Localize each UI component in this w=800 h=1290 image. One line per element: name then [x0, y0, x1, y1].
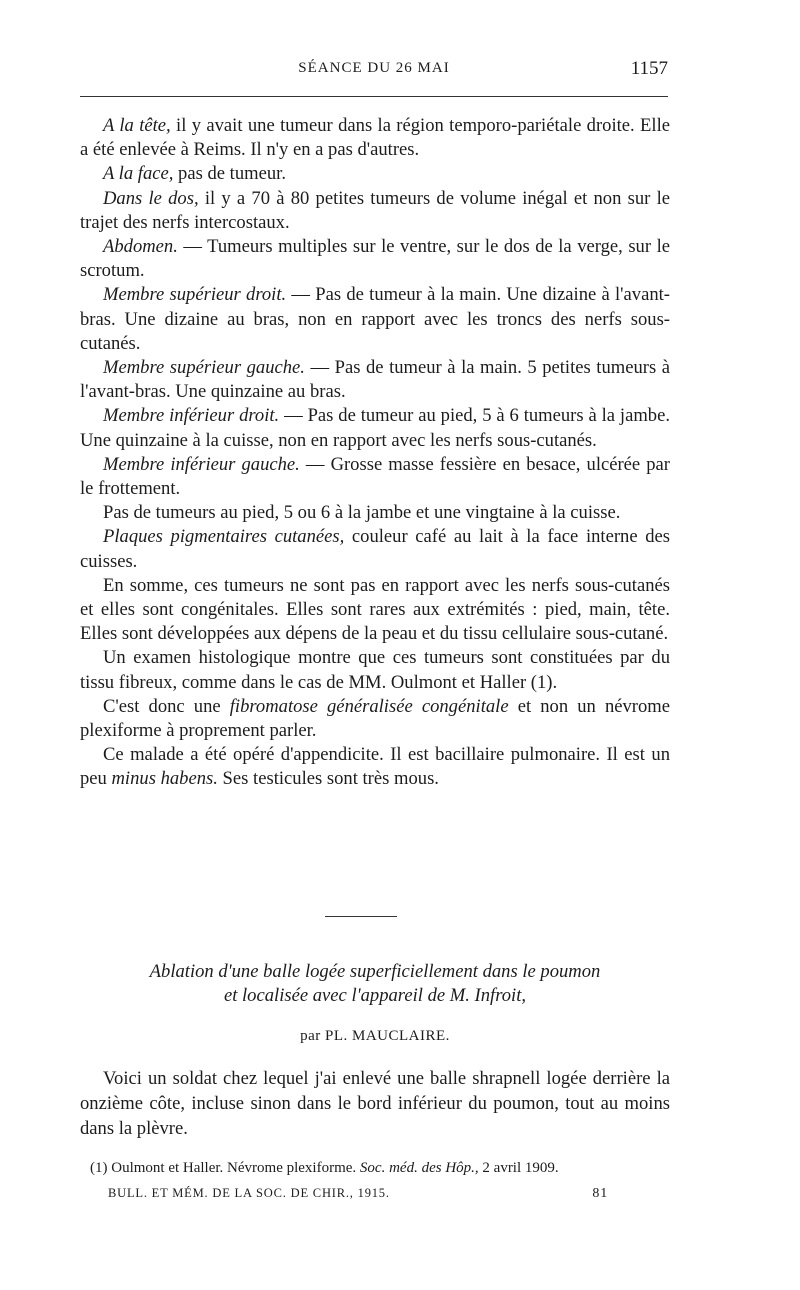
paragraph: A la face, pas de tumeur.: [103, 163, 286, 185]
journal-reference: BULL. ET MÉM. DE LA SOC. DE CHIR., 1915.: [108, 1186, 390, 1200]
paragraph: Membre supérieur droit. — Pas de tumeur à la main. Une dizaine à l'avant-bras. Une dizaine au bras, non en rapport avec les troncs des nerfs sous-cutanés.: [80, 284, 670, 354]
paragraph: Membre inférieur gauche. — Grosse masse fessière en besace, ulcérée par le frottement.: [80, 453, 670, 500]
paragraph: A la tête, il y avait une tumeur dans la région temporo-pariétale droite. Elle a été enlevée à Reims. Il n'y en a pas d'autres.: [80, 115, 670, 161]
paragraph: Dans le dos, il y a 70 à 80 petites tumeurs de volume inégal et non sur le trajet des nerfs intercostaux.: [80, 187, 670, 233]
paragraph: Membre supérieur gauche. — Pas de tumeur à la main. 5 petites tumeurs à l'avant-bras. Une quinzaine au bras.: [80, 357, 670, 403]
page-footer: [108, 1186, 608, 1201]
paragraph: Un examen histologique montre que ces tumeurs sont constituées par du tissu fibreux, comme dans le cas de MM. Oulmont et Haller (1).: [80, 647, 670, 693]
paragraph: Voici un soldat chez lequel j'ai enlevé une balle shrapnell logée derrière la onzième côte, incluse sinon dans le bord inférieur du poumon, tout au moins dans la plèvre.: [80, 1068, 670, 1139]
header-rule: [80, 96, 668, 97]
article-title: Ablation d'une balle logée superficiellement dans le poumon et localisée avec l'appareil de M. Infroit,: [149, 961, 601, 1006]
paragraph: En somme, ces tumeurs ne sont pas en rapport avec les nerfs sous-cutanés et elles sont congénitales. Elles sont rares aux extrémités : pied, main, tête. Elles sont développées aux dépens de la peau et du tissu cellulaire sous-cutané.: [80, 574, 670, 645]
section-divider: [325, 916, 397, 917]
paragraph: Pas de tumeurs au pied, 5 ou 6 à la jambe et une vingtaine à la cuisse.: [103, 502, 621, 524]
paragraph: C'est donc une fibromatose généralisée congénitale et non un névrome plexiforme à proprement parler.: [80, 695, 670, 742]
paragraph: Membre inférieur droit. — Pas de tumeur au pied, 5 à 6 tumeurs à la jambe. Une quinzaine à la cuisse, non en rapport avec les nerfs sous-cutanés.: [80, 405, 670, 451]
signature-number: 81: [592, 1186, 608, 1201]
article-intro: [80, 1066, 670, 1141]
running-title: SÉANCE DU 26 MAI: [298, 60, 450, 76]
paragraph: Abdomen. — Tumeurs multiples sur le ventre, sur le dos de la verge, sur le scrotum.: [80, 236, 670, 282]
paragraph: Plaques pigmentaires cutanées, couleur café au lait à la face interne des cuisses.: [80, 526, 670, 572]
page-header: [80, 60, 668, 86]
article-byline: par PL. MAUCLAIRE.: [300, 1028, 450, 1044]
paragraph: Ce malade a été opéré d'appendicite. Il est bacillaire pulmonaire. Il est un peu minus habens. Ses testicules sont très mous.: [80, 744, 670, 790]
body-text: [80, 114, 670, 792]
footnote: (1) Oulmont et Haller. Névrome plexiforme. Soc. méd. des Hôp., 2 avril 1909.: [90, 1160, 559, 1176]
page-number: 1157: [630, 58, 668, 79]
